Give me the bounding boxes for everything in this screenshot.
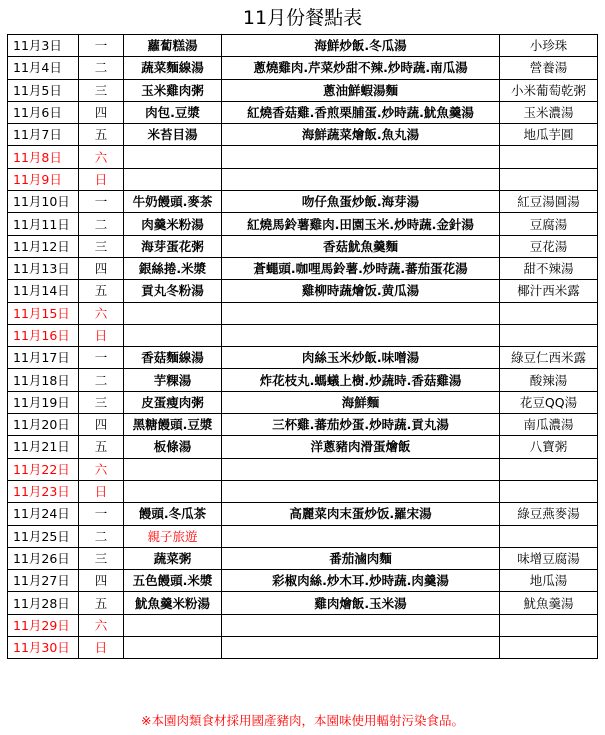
menu-table-body (8, 35, 598, 659)
weekday-cell: 二 (79, 525, 124, 547)
snack-cell (500, 458, 598, 480)
table-row (8, 191, 598, 213)
snack-cell: 椰汁西米露 (500, 280, 598, 302)
snack-cell: 南瓜濃湯 (500, 414, 598, 436)
weekday-cell: 日 (79, 168, 124, 190)
table-row (8, 480, 598, 502)
weekday-cell: 三 (79, 79, 124, 101)
lunch-cell: 海鮮麵 (222, 391, 500, 413)
lunch-cell (222, 480, 500, 502)
lunch-cell: 高麗菜肉末蛋炒饭.羅宋湯 (222, 503, 500, 525)
date-cell: 11月3日 (8, 35, 79, 57)
table-row (8, 614, 598, 636)
table-row (8, 280, 598, 302)
lunch-cell: 肉絲玉米炒飯.味噌湯 (222, 347, 500, 369)
date-cell: 11月25日 (8, 525, 79, 547)
weekday-cell: 六 (79, 614, 124, 636)
lunch-cell (222, 324, 500, 346)
breakfast-cell (124, 168, 222, 190)
lunch-cell: 海鮮蔬菜燴飯.魚丸湯 (222, 124, 500, 146)
weekday-cell: 四 (79, 257, 124, 279)
table-row (8, 302, 598, 324)
breakfast-cell: 五色饅頭.米漿 (124, 570, 222, 592)
snack-cell: 甜不辣湯 (500, 257, 598, 279)
weekday-cell: 二 (79, 57, 124, 79)
table-row (8, 347, 598, 369)
table-row (8, 101, 598, 123)
breakfast-cell: 蔬菜粥 (124, 547, 222, 569)
lunch-cell: 紅燒馬鈴薯雞肉.田園玉米.炒時蔬.金針湯 (222, 213, 500, 235)
date-cell: 11月4日 (8, 57, 79, 79)
lunch-cell (222, 637, 500, 659)
date-cell: 11月24日 (8, 503, 79, 525)
date-cell: 11月6日 (8, 101, 79, 123)
breakfast-cell (124, 458, 222, 480)
weekday-cell: 一 (79, 347, 124, 369)
breakfast-cell: 牛奶饅頭.麥茶 (124, 191, 222, 213)
breakfast-cell: 海芽蛋花粥 (124, 235, 222, 257)
snack-cell (500, 302, 598, 324)
snack-cell: 玉米濃湯 (500, 101, 598, 123)
weekday-cell: 六 (79, 146, 124, 168)
snack-cell: 八寶粥 (500, 436, 598, 458)
lunch-cell: 雞肉燴飯.玉米湯 (222, 592, 500, 614)
table-row (8, 168, 598, 190)
snack-cell: 地瓜湯 (500, 570, 598, 592)
lunch-cell: 吻仔魚蛋炒飯.海芽湯 (222, 191, 500, 213)
snack-cell: 魷魚羹湯 (500, 592, 598, 614)
snack-cell: 紅豆湯圓湯 (500, 191, 598, 213)
snack-cell: 營養湯 (500, 57, 598, 79)
date-cell: 11月21日 (8, 436, 79, 458)
lunch-cell: 蔥燒雞肉.芹菜炒甜不辣.炒時蔬.南瓜湯 (222, 57, 500, 79)
weekday-cell: 四 (79, 570, 124, 592)
table-row (8, 146, 598, 168)
lunch-cell: 海鮮炒飯.冬瓜湯 (222, 35, 500, 57)
breakfast-cell: 板條湯 (124, 436, 222, 458)
weekday-cell: 五 (79, 124, 124, 146)
weekday-cell: 日 (79, 480, 124, 502)
breakfast-cell: 肉羹米粉湯 (124, 213, 222, 235)
table-row (8, 213, 598, 235)
page-title: 11月份餐點表 (242, 7, 363, 29)
lunch-cell: 蒼蠅頭.咖哩馬鈴薯.炒時蔬.蕃茄蛋花湯 (222, 257, 500, 279)
weekday-cell: 六 (79, 458, 124, 480)
lunch-cell: 雞柳時蔬燴饭.黄瓜湯 (222, 280, 500, 302)
breakfast-cell (124, 302, 222, 324)
weekday-cell: 一 (79, 503, 124, 525)
date-cell: 11月7日 (8, 124, 79, 146)
table-row (8, 124, 598, 146)
date-cell: 11月5日 (8, 79, 79, 101)
date-cell: 11月12日 (8, 235, 79, 257)
breakfast-cell: 親子旅遊 (124, 525, 222, 547)
date-cell: 11月26日 (8, 547, 79, 569)
breakfast-cell: 米苔目湯 (124, 124, 222, 146)
date-cell: 11月30日 (8, 637, 79, 659)
snack-cell (500, 480, 598, 502)
table-row (8, 257, 598, 279)
lunch-cell: 蔥油鮮蝦湯麵 (222, 79, 500, 101)
date-cell: 11月8日 (8, 146, 79, 168)
breakfast-cell: 蔬菜麵線湯 (124, 57, 222, 79)
weekday-cell: 三 (79, 235, 124, 257)
weekday-cell: 三 (79, 391, 124, 413)
table-row (8, 57, 598, 79)
weekday-cell: 一 (79, 35, 124, 57)
snack-cell: 小珍珠 (500, 35, 598, 57)
snack-cell (500, 324, 598, 346)
lunch-cell (222, 146, 500, 168)
breakfast-cell: 肉包.豆漿 (124, 101, 222, 123)
lunch-cell (222, 458, 500, 480)
table-row (8, 458, 598, 480)
breakfast-cell (124, 614, 222, 636)
weekday-cell: 五 (79, 436, 124, 458)
lunch-cell: 香菇魷魚羹麵 (222, 235, 500, 257)
table-row (8, 592, 598, 614)
weekday-cell: 四 (79, 414, 124, 436)
table-row (8, 369, 598, 391)
breakfast-cell: 香菇麵線湯 (124, 347, 222, 369)
breakfast-cell: 黑糖饅頭.豆漿 (124, 414, 222, 436)
breakfast-cell: 饅頭.冬瓜茶 (124, 503, 222, 525)
snack-cell: 小米葡萄乾粥 (500, 79, 598, 101)
table-row (8, 503, 598, 525)
table-row (8, 570, 598, 592)
date-cell: 11月14日 (8, 280, 79, 302)
weekday-cell: 日 (79, 324, 124, 346)
table-row (8, 436, 598, 458)
snack-cell: 地瓜芋圓 (500, 124, 598, 146)
footer-note: ※本園肉類食材採用國產豬肉，本園味使用輻射污染食品。 (141, 713, 464, 728)
weekday-cell: 五 (79, 280, 124, 302)
lunch-cell: 三杯雞.蕃茄炒蛋.炒時蔬.貢丸湯 (222, 414, 500, 436)
lunch-cell: 炸花枝丸.螞蟻上樹.炒蔬時.香菇雞湯 (222, 369, 500, 391)
date-cell: 11月29日 (8, 614, 79, 636)
weekday-cell: 三 (79, 547, 124, 569)
breakfast-cell (124, 480, 222, 502)
weekday-cell: 五 (79, 592, 124, 614)
snack-cell (500, 146, 598, 168)
date-cell: 11月22日 (8, 458, 79, 480)
date-cell: 11月11日 (8, 213, 79, 235)
snack-cell (500, 637, 598, 659)
lunch-cell: 彩椒肉絲.炒木耳.炒時蔬.肉羹湯 (222, 570, 500, 592)
breakfast-cell: 玉米雞肉粥 (124, 79, 222, 101)
lunch-cell (222, 614, 500, 636)
date-cell: 11月16日 (8, 324, 79, 346)
weekday-cell: 日 (79, 637, 124, 659)
menu-table (7, 34, 598, 659)
snack-cell: 豆腐湯 (500, 213, 598, 235)
date-cell: 11月27日 (8, 570, 79, 592)
breakfast-cell: 蘿蔔糕湯 (124, 35, 222, 57)
weekday-cell: 一 (79, 191, 124, 213)
table-row (8, 525, 598, 547)
table-row (8, 235, 598, 257)
table-row (8, 547, 598, 569)
lunch-cell: 紅燒香菇雞.香煎栗脯蛋.炒時蔬.魷魚羹湯 (222, 101, 500, 123)
snack-cell: 綠豆仁西米露 (500, 347, 598, 369)
date-cell: 11月20日 (8, 414, 79, 436)
snack-cell: 綠豆燕麥湯 (500, 503, 598, 525)
snack-cell: 味增豆腐湯 (500, 547, 598, 569)
date-cell: 11月10日 (8, 191, 79, 213)
table-row (8, 391, 598, 413)
snack-cell (500, 168, 598, 190)
snack-cell (500, 614, 598, 636)
breakfast-cell (124, 324, 222, 346)
breakfast-cell: 魷魚羹米粉湯 (124, 592, 222, 614)
lunch-cell: 洋蔥豬肉滑蛋燴飯 (222, 436, 500, 458)
weekday-cell: 六 (79, 302, 124, 324)
weekday-cell: 二 (79, 369, 124, 391)
date-cell: 11月18日 (8, 369, 79, 391)
lunch-cell (222, 168, 500, 190)
weekday-cell: 二 (79, 213, 124, 235)
breakfast-cell: 銀絲捲.米漿 (124, 257, 222, 279)
table-row (8, 637, 598, 659)
weekday-cell: 四 (79, 101, 124, 123)
date-cell: 11月23日 (8, 480, 79, 502)
breakfast-cell: 芋粿湯 (124, 369, 222, 391)
table-row (8, 324, 598, 346)
snack-cell: 豆花湯 (500, 235, 598, 257)
table-row (8, 79, 598, 101)
breakfast-cell (124, 637, 222, 659)
lunch-cell (222, 302, 500, 324)
breakfast-cell (124, 146, 222, 168)
breakfast-cell: 皮蛋瘦肉粥 (124, 391, 222, 413)
snack-cell: 花豆QQ湯 (500, 391, 598, 413)
table-row (8, 414, 598, 436)
date-cell: 11月17日 (8, 347, 79, 369)
snack-cell: 酸辣湯 (500, 369, 598, 391)
breakfast-cell: 貢丸冬粉湯 (124, 280, 222, 302)
lunch-cell (222, 525, 500, 547)
date-cell: 11月13日 (8, 257, 79, 279)
snack-cell (500, 525, 598, 547)
date-cell: 11月9日 (8, 168, 79, 190)
date-cell: 11月19日 (8, 391, 79, 413)
date-cell: 11月15日 (8, 302, 79, 324)
lunch-cell: 番茄滷肉麵 (222, 547, 500, 569)
table-row (8, 35, 598, 57)
date-cell: 11月28日 (8, 592, 79, 614)
